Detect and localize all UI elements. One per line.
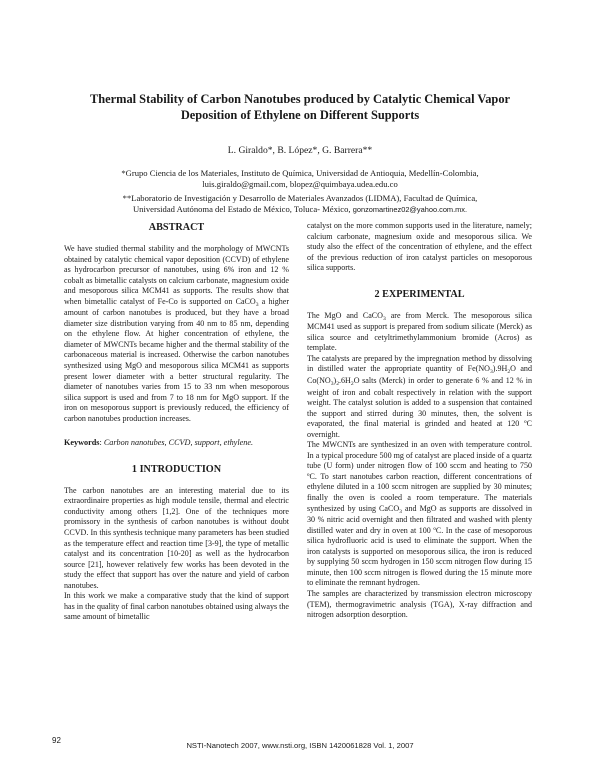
affiliation-2-line-2 xyxy=(60,204,540,215)
introduction-paragraph-2-continued: catalyst on the more common supports used in the literature, namely; calcium carbonate, magnesium oxide and mesoporous silica. We study also the effect of the concentration of ethylene, and the effect of the previous reduction of iron catalyst particles on mesoporous silica supports. xyxy=(307,221,532,273)
introduction-paragraph-2: In this work we make a comparative study that the kind of support has in the quality of final carbon nanotubes obtained using always the same amount of bimetallic xyxy=(64,591,289,622)
left-column xyxy=(64,221,289,623)
experimental-paragraph-3: The MWCNTs are synthesized in an oven with temperature control. In a typical procedure 500 mg of catalyst are placed inside of a quartz tube (U form) under nitrogen flow of 100 sccm and heating to 750 ºC. To start nanotubes carbon reaction, different concentrations of ethylene diluted in a 100 sccm nitrogen are supplied by 30 minutes; finally the oven is cooled a room temperature. The materials synthesized by using CaCO$_3$ and MgO as supports are dissolved in 30 % nitric acid overnight and then filtrated and washed with plenty distilled water and dry in oven at 100 ºC. In the case of mesoporous silica hydrofluoric acid is used to eliminate the support. When the iron catalysts is supported on mesoporous silica, the iron is reduced by supplying 50 sccm hydrogen in 150 sccm nitrogen flow during 15 minute, then 100 sccm nitrogen is flowed during the 15 minute more to eliminate the remnant hydrogen. xyxy=(307,440,532,588)
experimental-heading: 2 EXPERIMENTAL xyxy=(374,288,465,300)
introduction-heading: 1 INTRODUCTION xyxy=(131,463,222,475)
keywords-text: Carbon nanotubes, CCVD, support, ethylene. xyxy=(103,438,253,448)
right-column xyxy=(307,221,532,621)
keywords-label: Keywords xyxy=(64,438,100,448)
introduction-paragraph-1: The carbon nanotubes are an interesting material due to its extraordinaire properties as high module tensile, thermal and electric conductivity among others [1,2]. One of the techniques more promissory in the synthesis of carbon nanotubes is without doubt CCVD. In this synthesis technique many parameters has been studied as the temperature effect and reaction time [3-9], the type of metallic catalyst and its concentration [10-20] as well as the hydrocarbon source [21], however relatively few works has been devoted in the study the effect that support has over the nature and yield of carbon nanotubes. xyxy=(64,485,289,590)
affiliation-1-line-1: *Grupo Ciencia de los Materiales, Instituto de Química, Universidad de Antioquia, Medellín-Colombia, xyxy=(121,168,479,178)
affiliation-2-university: Universidad Autónoma del Estado de México, Toluca- México, xyxy=(132,204,351,214)
experimental-paragraph-2: The catalysts are prepared by the impregnation method by dissolving in distilled water the appropriate quantity of $Fe(NO_3).9H_2O$ and $Co(NO_3)_2.6H_2O$ salts (Merck) in order to generate 6 % and 12 % in weight of iron and cobalt respectively in relation with the support weight. The catalyst solution is added to a suspension that contained the support and stirred during 30 minutes, then, the solvent is evaporated, the final material is grinded and heated at 120 ºC overnight. xyxy=(307,353,532,439)
page-footer: NSTI-Nanotech 2007, www.nsti.org, ISBN 1420061828 Vol. 1, 2007 xyxy=(186,741,414,750)
experimental-paragraph-1: The MgO and CaCO$_3$ are from Merck. The mesoporous silica MCM41 used as support is prepared from sodium silicate (Merck) as silica source and cetyltrimethylammonium bromide (Acros) as template. xyxy=(307,310,532,353)
affiliation-2-line-1: **Laboratorio de Investigación y Desarrollo de Materiales Avanzados (LIDMA), Facultad de Química, xyxy=(122,193,478,203)
affiliation-2 xyxy=(60,193,540,215)
abstract-heading: ABSTRACT xyxy=(148,222,205,233)
affiliation-1-emails: luis.giraldo@gmail.com, blopez@quimbaya.udea.edu.co xyxy=(202,179,398,189)
title-line-2: Deposition of Ethylene on Different Supports xyxy=(180,108,420,122)
page-number: 92 xyxy=(52,736,61,745)
abstract-text: We have studied thermal stability and the morphology of MWCNTs obtained by catalytic chemical vapor deposition (CCVD) of ethylene as hydrocarbon precursor of nanotubes, using 6% iron and 12 % cobalt as bimetallic catalysts on calcium carbonate, magnesium oxide and mesoporous silica MCM41 as supports. The results show that when bimetallic catalyst of Fe-Co is supported on CaCO$_3$ a higher amount of carbon nanotubes is produced, but they have a broad diameter size distribution varying from 40 nm to 85 nm, depending on the ethylene flow. At higher concentration of ethylene, the diameter of MWCNTs became higher and the thermal stability of the carbonaceous material is increased. Otherwise the carbon nanotubes synthesized using MgO and mesoporous silica MCM41 as supports present lower diameter with a better structural regularity. The diameter of nanotubes varies from 15 to 33 nm when mesoporous silica support is used and from 7 to 18 nm for MgO support. If the iron on mesoporous support is previously reduced, the efficiency of carbon nanotubes production increases. xyxy=(64,244,289,423)
paper-title xyxy=(70,91,530,123)
authors: L. Giraldo*, B. López*, G. Barrera** xyxy=(227,145,373,156)
keywords: Keywords: Carbon nanotubes, CCVD, support, ethylene. xyxy=(64,438,253,448)
title-line-1: Thermal Stability of Carbon Nanotubes produced by Catalytic Chemical Vapor xyxy=(89,92,511,106)
experimental-paragraph-4: The samples are characterized by transmission electron microscopy (TEM), thermogravimetric analysis (TGA), X-ray diffraction and nitrogen adsorption desorption. xyxy=(307,588,532,620)
affiliation-2-email: gonzomartinez02@yahoo.com.mx. xyxy=(352,205,468,214)
affiliation-1 xyxy=(60,168,540,190)
